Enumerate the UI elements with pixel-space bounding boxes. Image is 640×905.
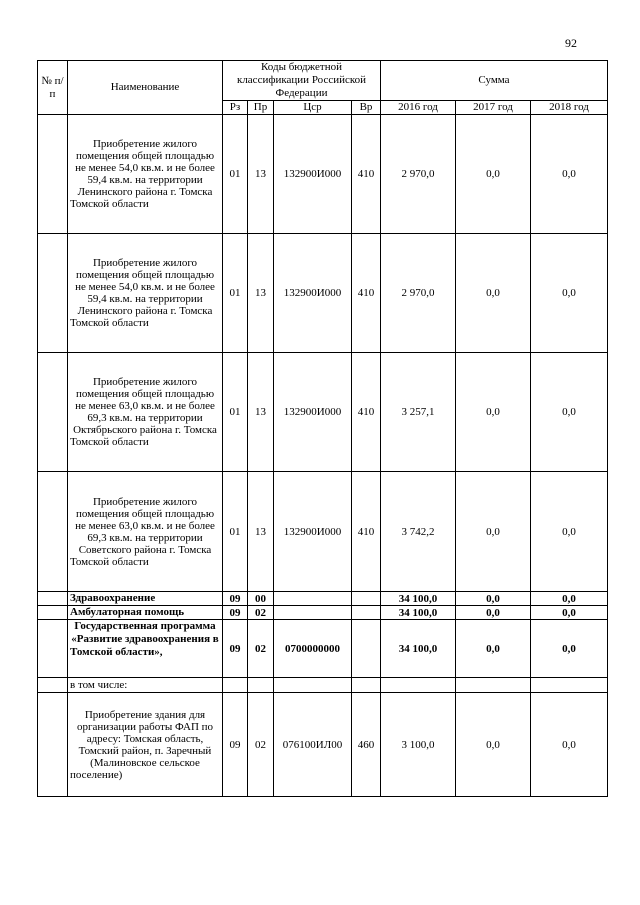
row-num (38, 353, 68, 472)
header-name: Наименование (68, 61, 223, 115)
budget-table (37, 60, 608, 797)
row-rz (223, 678, 248, 693)
table-row (38, 115, 608, 234)
header-2017: 2017 год (456, 101, 531, 115)
row-pr: 13 (248, 115, 274, 234)
row-name: Амбулаторная помощь (68, 606, 223, 620)
row-pr: 02 (248, 693, 274, 797)
row-2018 (531, 678, 608, 693)
row-2016: 3 742,2 (381, 472, 456, 592)
row-2016: 34 100,0 (381, 592, 456, 606)
row-2017: 0,0 (456, 234, 531, 353)
row-2016: 34 100,0 (381, 620, 456, 678)
row-rz: 01 (223, 353, 248, 472)
row-2017: 0,0 (456, 472, 531, 592)
table-row (38, 620, 608, 678)
row-pr: 02 (248, 606, 274, 620)
row-csr: 076100ИЛ00 (274, 693, 352, 797)
row-pr: 02 (248, 620, 274, 678)
row-num (38, 472, 68, 592)
row-2017: 0,0 (456, 592, 531, 606)
table-row (38, 606, 608, 620)
header-vr: Вр (352, 101, 381, 115)
row-2016: 2 970,0 (381, 234, 456, 353)
row-2016: 34 100,0 (381, 606, 456, 620)
row-vr (352, 592, 381, 606)
row-rz: 01 (223, 472, 248, 592)
header-rz: Рз (223, 101, 248, 115)
row-vr (352, 620, 381, 678)
row-2016: 3 257,1 (381, 353, 456, 472)
row-2017: 0,0 (456, 606, 531, 620)
row-csr (274, 678, 352, 693)
row-num (38, 620, 68, 678)
row-2016: 3 100,0 (381, 693, 456, 797)
row-rz: 09 (223, 606, 248, 620)
row-rz: 09 (223, 592, 248, 606)
row-csr: 132900И000 (274, 472, 352, 592)
row-2018: 0,0 (531, 353, 608, 472)
page-number: 92 (565, 36, 577, 50)
header-2016: 2016 год (381, 101, 456, 115)
row-2018: 0,0 (531, 234, 608, 353)
row-vr (352, 678, 381, 693)
row-name: Приобретение жилого помещения общей площадью не менее 54,0 кв.м. и не более 59,4 кв.м. на территории Ленинского района г. Томска Томской области (68, 234, 223, 353)
row-rz: 01 (223, 234, 248, 353)
row-csr (274, 606, 352, 620)
row-2018: 0,0 (531, 693, 608, 797)
table-row (38, 678, 608, 693)
row-csr: 132900И000 (274, 353, 352, 472)
row-name: Приобретение жилого помещения общей площадью не менее 54,0 кв.м. и не более 59,4 кв.м. на территории Ленинского района г. Томска Томской области (68, 115, 223, 234)
row-pr: 00 (248, 592, 274, 606)
header-codes: Коды бюджетной классификации Российской Федерации (223, 61, 381, 101)
row-2018: 0,0 (531, 620, 608, 678)
row-num (38, 592, 68, 606)
table-row (38, 353, 608, 472)
row-rz: 09 (223, 620, 248, 678)
row-num (38, 678, 68, 693)
row-name: Государственная программа «Развитие здравоохранения в Томской области», (68, 620, 223, 678)
row-2016 (381, 678, 456, 693)
header-2018: 2018 год (531, 101, 608, 115)
row-2017: 0,0 (456, 620, 531, 678)
header-pr: Пр (248, 101, 274, 115)
row-vr: 410 (352, 472, 381, 592)
row-num (38, 234, 68, 353)
table-row (38, 693, 608, 797)
header-sum: Сумма (381, 61, 608, 101)
row-csr: 132900И000 (274, 115, 352, 234)
row-vr: 410 (352, 234, 381, 353)
row-name: Приобретение жилого помещения общей площадью не менее 63,0 кв.м. и не более 69,3 кв.м. на территории Советского района г. Томска Томской области (68, 472, 223, 592)
row-pr: 13 (248, 234, 274, 353)
row-name: Здравоохранение (68, 592, 223, 606)
row-csr: 0700000000 (274, 620, 352, 678)
row-rz: 09 (223, 693, 248, 797)
table-row (38, 472, 608, 592)
row-2017: 0,0 (456, 353, 531, 472)
row-csr (274, 592, 352, 606)
row-2018: 0,0 (531, 606, 608, 620)
header-csr: Цср (274, 101, 352, 115)
row-2018: 0,0 (531, 592, 608, 606)
row-2018: 0,0 (531, 472, 608, 592)
row-name: Приобретение жилого помещения общей площадью не менее 63,0 кв.м. и не более 69,3 кв.м. на территории Октябрьского района г. Томска Томской области (68, 353, 223, 472)
row-2017: 0,0 (456, 115, 531, 234)
row-vr: 410 (352, 353, 381, 472)
row-pr: 13 (248, 353, 274, 472)
row-2018: 0,0 (531, 115, 608, 234)
row-csr: 132900И000 (274, 234, 352, 353)
row-name: Приобретение здания для организации работы ФАП по адресу: Томская область, Томский район, п. Заречный (Малиновское сельское поселение) (68, 693, 223, 797)
row-2017 (456, 678, 531, 693)
table-row (38, 592, 608, 606)
row-num (38, 115, 68, 234)
row-pr (248, 678, 274, 693)
row-rz: 01 (223, 115, 248, 234)
table-header-row (38, 61, 608, 101)
row-num (38, 606, 68, 620)
row-2016: 2 970,0 (381, 115, 456, 234)
row-vr (352, 606, 381, 620)
row-2017: 0,0 (456, 693, 531, 797)
row-pr: 13 (248, 472, 274, 592)
header-num: № п/п (38, 61, 68, 115)
table-row (38, 234, 608, 353)
row-vr: 410 (352, 115, 381, 234)
row-name: в том числе: (68, 678, 223, 693)
row-vr: 460 (352, 693, 381, 797)
row-num (38, 693, 68, 797)
